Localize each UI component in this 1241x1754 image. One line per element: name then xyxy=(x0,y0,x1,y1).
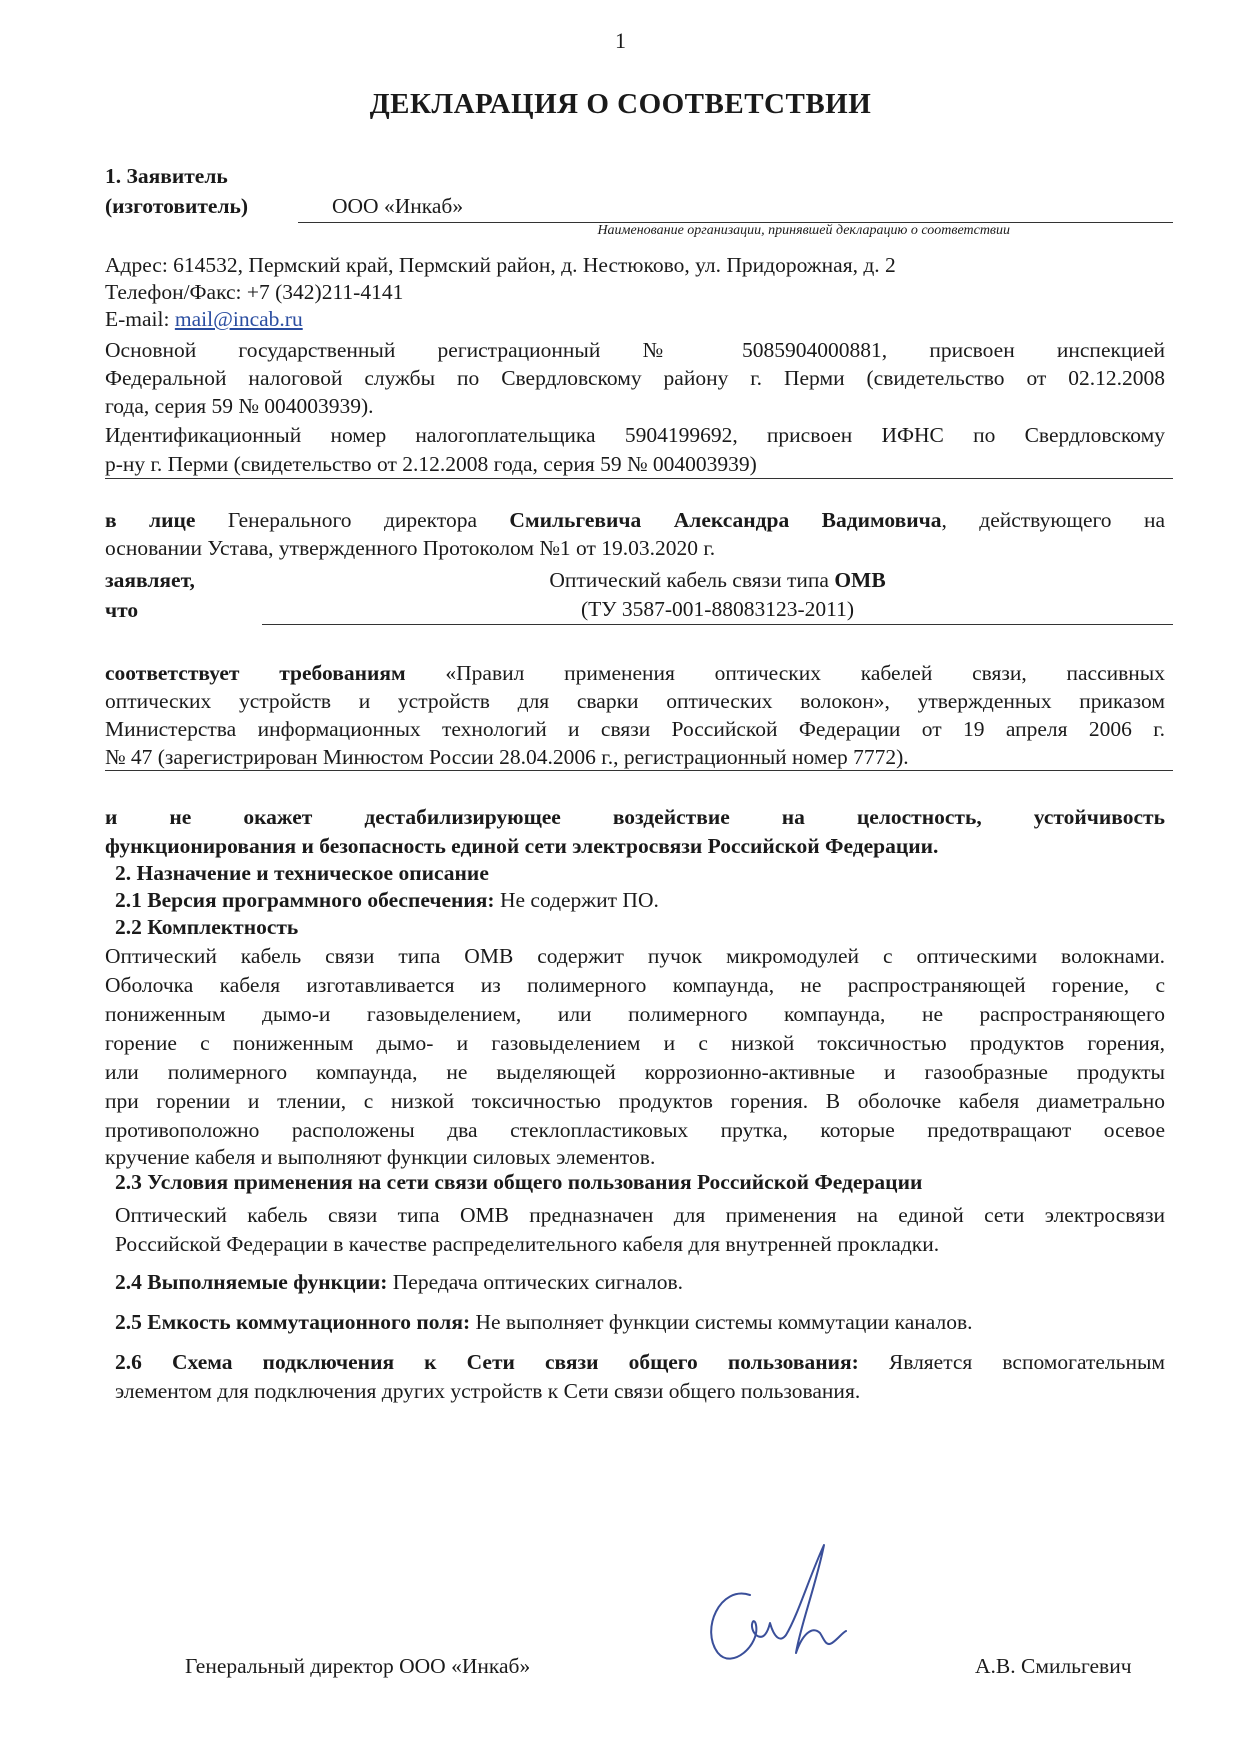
compliance-divider xyxy=(105,770,1173,771)
section-2-2-line-3: пониженным дымо-и газовыделением, или полимерного компаунда, не распространяющего xyxy=(105,1002,1165,1026)
email-link[interactable]: mail@incab.ru xyxy=(174,307,303,331)
section-2-2-line-2: Оболочка кабеля изготавливается из полимерного компаунда, не распространяющей горение, с xyxy=(105,973,1165,997)
section-2-1-label: 2.1 Версия программного обеспечения: xyxy=(115,888,495,912)
email-label: E-mail: xyxy=(105,307,175,331)
section-2-5-label: 2.5 Емкость коммутационного поля: xyxy=(115,1310,471,1334)
product-type: ОМВ xyxy=(834,568,886,592)
page-number: 1 xyxy=(615,28,626,53)
applicant-name-note: Наименование организации, принявшей декларацию о соответствии xyxy=(597,223,1010,238)
section-2-heading: 2. Назначение и техническое описание xyxy=(115,861,489,885)
section-2-4-value: Передача оптических сигналов. xyxy=(387,1270,683,1294)
applicant-phone: Телефон/Факс: +7 (342)211-4141 xyxy=(105,280,404,304)
applicant-email-line xyxy=(105,304,303,334)
section-2-5 xyxy=(115,1307,973,1337)
section-2-2-line-8: кручение кабеля и выполняют функции силовых элементов. xyxy=(105,1145,656,1169)
compliance-line-4: № 47 (зарегистрирован Минюстом России 28.04.2006 г., регистрационный номер 7772). xyxy=(105,745,909,769)
section-2-2-line-4: горение с пониженным дымо- и газовыделением и с низкой токсичностью продуктов горения, xyxy=(105,1031,1165,1055)
stability-line-2: функционирования и безопасность единой сети электросвязи Российской Федерации. xyxy=(105,834,939,858)
product-spec: (ТУ 3587-001-88083123-2011) xyxy=(581,597,854,621)
section-2-3-heading: 2.3 Условия применения на сети связи общего пользования Российской Федерации xyxy=(115,1170,923,1194)
section-2-5-value: Не выполняет функции системы коммутации каналов. xyxy=(470,1310,973,1334)
section-2-2-line-7: противоположно расположены два стеклопластиковых прутка, которые предотвращают осевое xyxy=(105,1118,1165,1142)
compliance-line-3: Министерства информационных технологий и связи Российской Федерации от 19 апреля 2006 г. xyxy=(105,717,1165,741)
product-prefix: Оптический кабель связи типа xyxy=(549,568,835,592)
section-2-2-line-6: при горении и тлении, с низкой токсичностью продуктов горения. В оболочке кабеля диаметрально xyxy=(105,1089,1165,1113)
compliance-line-1 xyxy=(105,658,1165,688)
section-2-6-line-2: элементом для подключения других устройств к Сети связи общего пользования. xyxy=(115,1379,861,1403)
section-2-1-value: Не содержит ПО. xyxy=(494,888,659,912)
footer-signer: А.В. Смильгевич xyxy=(975,1654,1132,1678)
section-2-6-label: 2.6 Схема подключения к Сети связи общего пользования: xyxy=(115,1350,859,1374)
applicant-name: ООО «Инкаб» xyxy=(332,194,464,218)
signature-image xyxy=(690,1535,860,1675)
ogrn-line-2: Федеральной налоговой службы по Свердловскому району г. Перми (свидетельство от 02.12.2008 xyxy=(105,366,1165,390)
ogrn-line-3: года, серия 59 № 004003939). xyxy=(105,394,374,418)
compliance-lead: соответствует требованиям xyxy=(105,661,406,685)
applicant-address: Адрес: 614532, Пермский край, Пермский район, д. Нестюково, ул. Придорожная, д. 2 xyxy=(105,253,896,277)
document-title: ДЕКЛАРАЦИЯ О СООТВЕТСТВИИ xyxy=(369,88,872,120)
section-2-2-heading: 2.2 Комплектность xyxy=(115,915,299,939)
product-underline xyxy=(262,624,1173,625)
ogrn-line-1: Основной государственный регистрационный № 5085904000881, присвоен инспекцией xyxy=(105,338,1165,362)
inn-line-1: Идентификационный номер налогоплательщика 5904199692, присвоен ИФНС по Свердловскому xyxy=(105,423,1165,447)
applicant-divider xyxy=(105,478,1173,479)
section-2-6-value: Является вспомогательным xyxy=(858,1350,1165,1374)
section-2-2-line-1: Оптический кабель связи типа ОМВ содержит пучок микромодулей с оптическими волокнами. xyxy=(105,944,1165,968)
section-2-6 xyxy=(115,1347,1165,1377)
compliance-line-1-rest: «Правил применения оптических кабелей связи, пассивных xyxy=(405,661,1166,685)
compliance-line-2: оптических устройств и устройств для сварки оптических волокон», утвержденных приказом xyxy=(105,689,1165,713)
footer-position: Генеральный директор ООО «Инкаб» xyxy=(185,1654,531,1678)
stability-line-1: и не окажет дестабилизирующее воздействие на целостность, устойчивость xyxy=(105,805,1165,829)
inn-line-2: р-ну г. Перми (свидетельство от 2.12.2008 года, серия 59 № 004003939) xyxy=(105,452,757,476)
section-2-2-line-5: или полимерного компаунда, не выделяющей коррозионно-активные и газообразные продукты xyxy=(105,1060,1165,1084)
representative-text2: , действующего на xyxy=(941,508,1166,532)
section-2-3-line-2: Российской Федерации в качестве распределительного кабеля для внутренней прокладки. xyxy=(115,1232,940,1256)
representative-name: Смильгевича Александра Вадимовича xyxy=(509,508,942,532)
representative-line-1 xyxy=(105,505,1165,535)
applicant-label: 1. Заявитель xyxy=(105,164,228,188)
representative-text1: Генерального директора xyxy=(195,508,510,532)
section-2-1 xyxy=(115,885,659,915)
applicant-sublabel: (изготовитель) xyxy=(105,194,249,218)
section-2-3-line-1: Оптический кабель связи типа ОМВ предназначен для применения на единой сети электросвязи xyxy=(115,1203,1165,1227)
representative-lead: в лице xyxy=(105,508,196,532)
section-2-4-label: 2.4 Выполняемые функции: xyxy=(115,1270,388,1294)
representative-line-2: основании Устава, утвержденного Протоколом №1 от 19.03.2020 г. xyxy=(105,536,716,560)
section-2-4 xyxy=(115,1267,683,1297)
product-name xyxy=(262,565,1173,595)
declares-label: заявляет, xyxy=(105,568,195,592)
declares-label-that: что xyxy=(105,598,139,622)
